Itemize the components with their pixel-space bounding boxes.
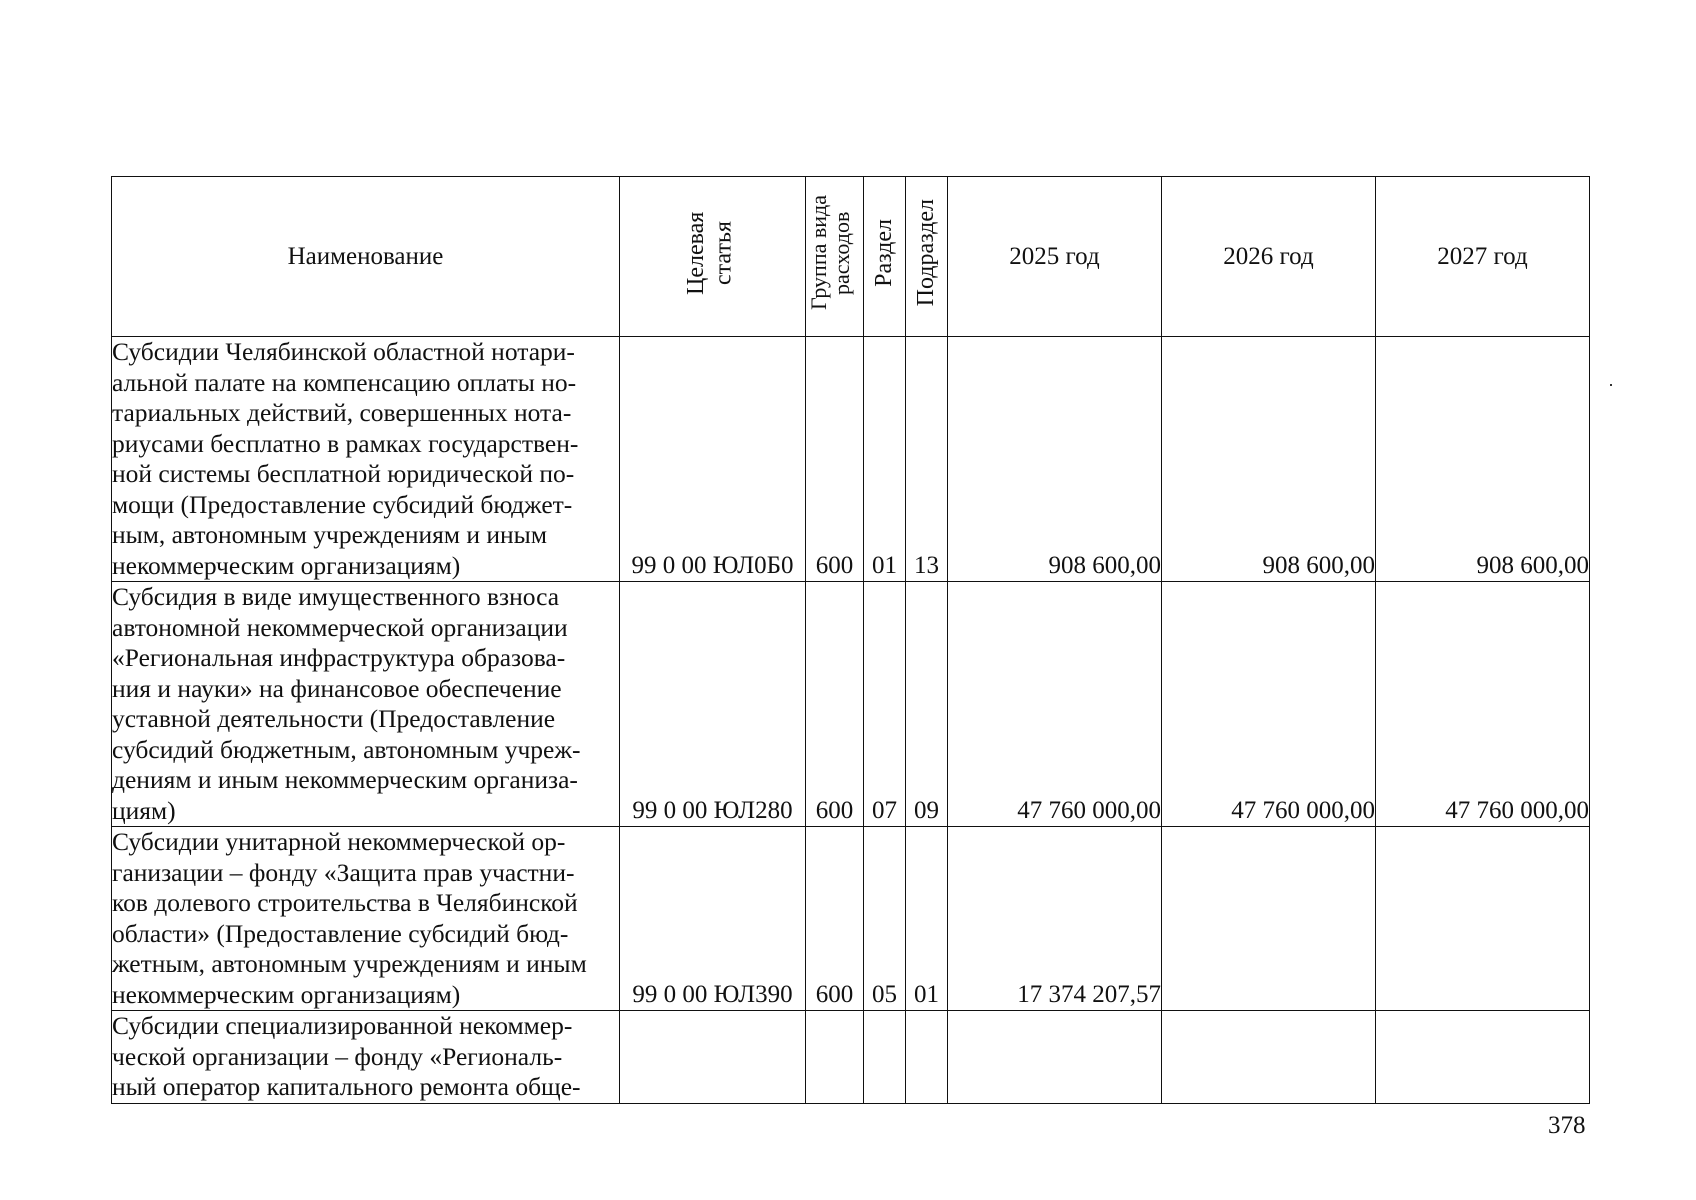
header-2027: 2027 год (1376, 177, 1590, 337)
row-name-line: Субсидии унитарной некоммерческой ор- (112, 827, 566, 856)
budget-table (111, 176, 1590, 1104)
row-target-article: 99 0 00 ЮЛ280 (620, 582, 806, 827)
header-target-article-label: Целевая статья (682, 211, 737, 295)
table-row (112, 337, 1590, 582)
row-name-line: ков долевого строительства в Челябинской (112, 888, 578, 917)
row-value-2025: 908 600,00 (948, 337, 1162, 582)
table-row (112, 582, 1590, 827)
header-section-label: Раздел (870, 219, 897, 287)
header-name: Наименование (112, 177, 620, 337)
row-name-line: ным, автономным учреждениям и иным (112, 520, 547, 549)
table-row (112, 1011, 1590, 1104)
header-expense-group (806, 177, 864, 337)
row-name-line: субсидий бюджетным, автономным учреж- (112, 734, 581, 764)
row-value-2026: 908 600,00 (1162, 337, 1376, 582)
row-name-line: «Региональная инфраструктура образова- (112, 643, 566, 672)
row-name-line: жетным, автономным учреждениям и иным (112, 949, 587, 978)
row-name-cell (112, 827, 620, 1011)
header-subsection (906, 177, 948, 337)
table-row (112, 827, 1590, 1011)
row-subsection: 01 (906, 827, 948, 1011)
row-name-line: уставной деятельности (Предоставление (112, 704, 556, 733)
page-number: 378 (1548, 1112, 1586, 1139)
row-name-line: Субсидии специализированной некоммер- (112, 1011, 573, 1040)
header-2026: 2026 год (1162, 177, 1376, 337)
row-name-line: дениям и иным некоммерческим организа- (112, 765, 578, 794)
row-name-line: циям) (112, 795, 176, 825)
row-section: 07 (864, 582, 906, 827)
row-target-article (620, 1011, 806, 1104)
row-name-line: ной системы бесплатной юридической по- (112, 459, 575, 488)
row-name-line: ния и науки» на финансовое обеспечение (112, 673, 562, 703)
row-expense-group (806, 1011, 864, 1104)
scan-speck (1610, 384, 1612, 386)
row-subsection: 13 (906, 337, 948, 582)
row-name-line: автономной некоммерческой организации (112, 612, 568, 642)
row-name-line: альной палате на компенсацию оплаты но- (112, 367, 577, 397)
row-value-2027: 908 600,00 (1376, 337, 1590, 582)
row-value-2026 (1162, 1011, 1376, 1104)
row-name-line: мощи (Предоставление субсидий бюджет- (112, 489, 573, 519)
row-expense-group: 600 (806, 827, 864, 1011)
row-section: 05 (864, 827, 906, 1011)
row-value-2026 (1162, 827, 1376, 1011)
row-target-article: 99 0 00 ЮЛ390 (620, 827, 806, 1011)
row-name-line: области» (Предоставление субсидий бюд- (112, 918, 569, 948)
row-value-2027: 47 760 000,00 (1376, 582, 1590, 827)
row-name-cell (112, 337, 620, 582)
row-name-line: некоммерческим организациям) (112, 979, 461, 1009)
row-expense-group: 600 (806, 337, 864, 582)
row-target-article: 99 0 00 ЮЛ0Б0 (620, 337, 806, 582)
header-row (112, 177, 1590, 337)
header-section (864, 177, 906, 337)
header-subsection-label: Подраздел (912, 199, 939, 307)
row-value-2025 (948, 1011, 1162, 1104)
row-subsection (906, 1011, 948, 1104)
row-value-2027 (1376, 1011, 1590, 1104)
row-subsection: 09 (906, 582, 948, 827)
row-value-2027 (1376, 827, 1590, 1011)
header-target-article (620, 177, 806, 337)
row-name-cell (112, 582, 620, 827)
row-expense-group: 600 (806, 582, 864, 827)
row-value-2025: 47 760 000,00 (948, 582, 1162, 827)
row-section: 01 (864, 337, 906, 582)
row-name-line: Субсидии Челябинской областной нотари- (112, 337, 575, 366)
row-value-2026: 47 760 000,00 (1162, 582, 1376, 827)
row-name-line: ганизации – фонду «Защита прав участни- (112, 857, 575, 887)
row-name-line: некоммерческим организациям) (112, 550, 461, 580)
header-2025: 2025 год (948, 177, 1162, 337)
row-section (864, 1011, 906, 1104)
row-value-2025: 17 374 207,57 (948, 827, 1162, 1011)
row-name-line: Субсидия в виде имущественного взноса (112, 582, 560, 611)
row-name-line: ный оператор капитального ремонта обще- (112, 1072, 581, 1101)
row-name-cell (112, 1011, 620, 1104)
row-name-line: риусами бесплатно в рамках государствен- (112, 428, 579, 458)
header-expense-group-label: Группа вида расходов (805, 195, 854, 311)
row-name-line: ческой организации – фонду «Региональ- (112, 1041, 563, 1071)
row-name-line: тариальных действий, совершенных нота- (112, 398, 572, 427)
